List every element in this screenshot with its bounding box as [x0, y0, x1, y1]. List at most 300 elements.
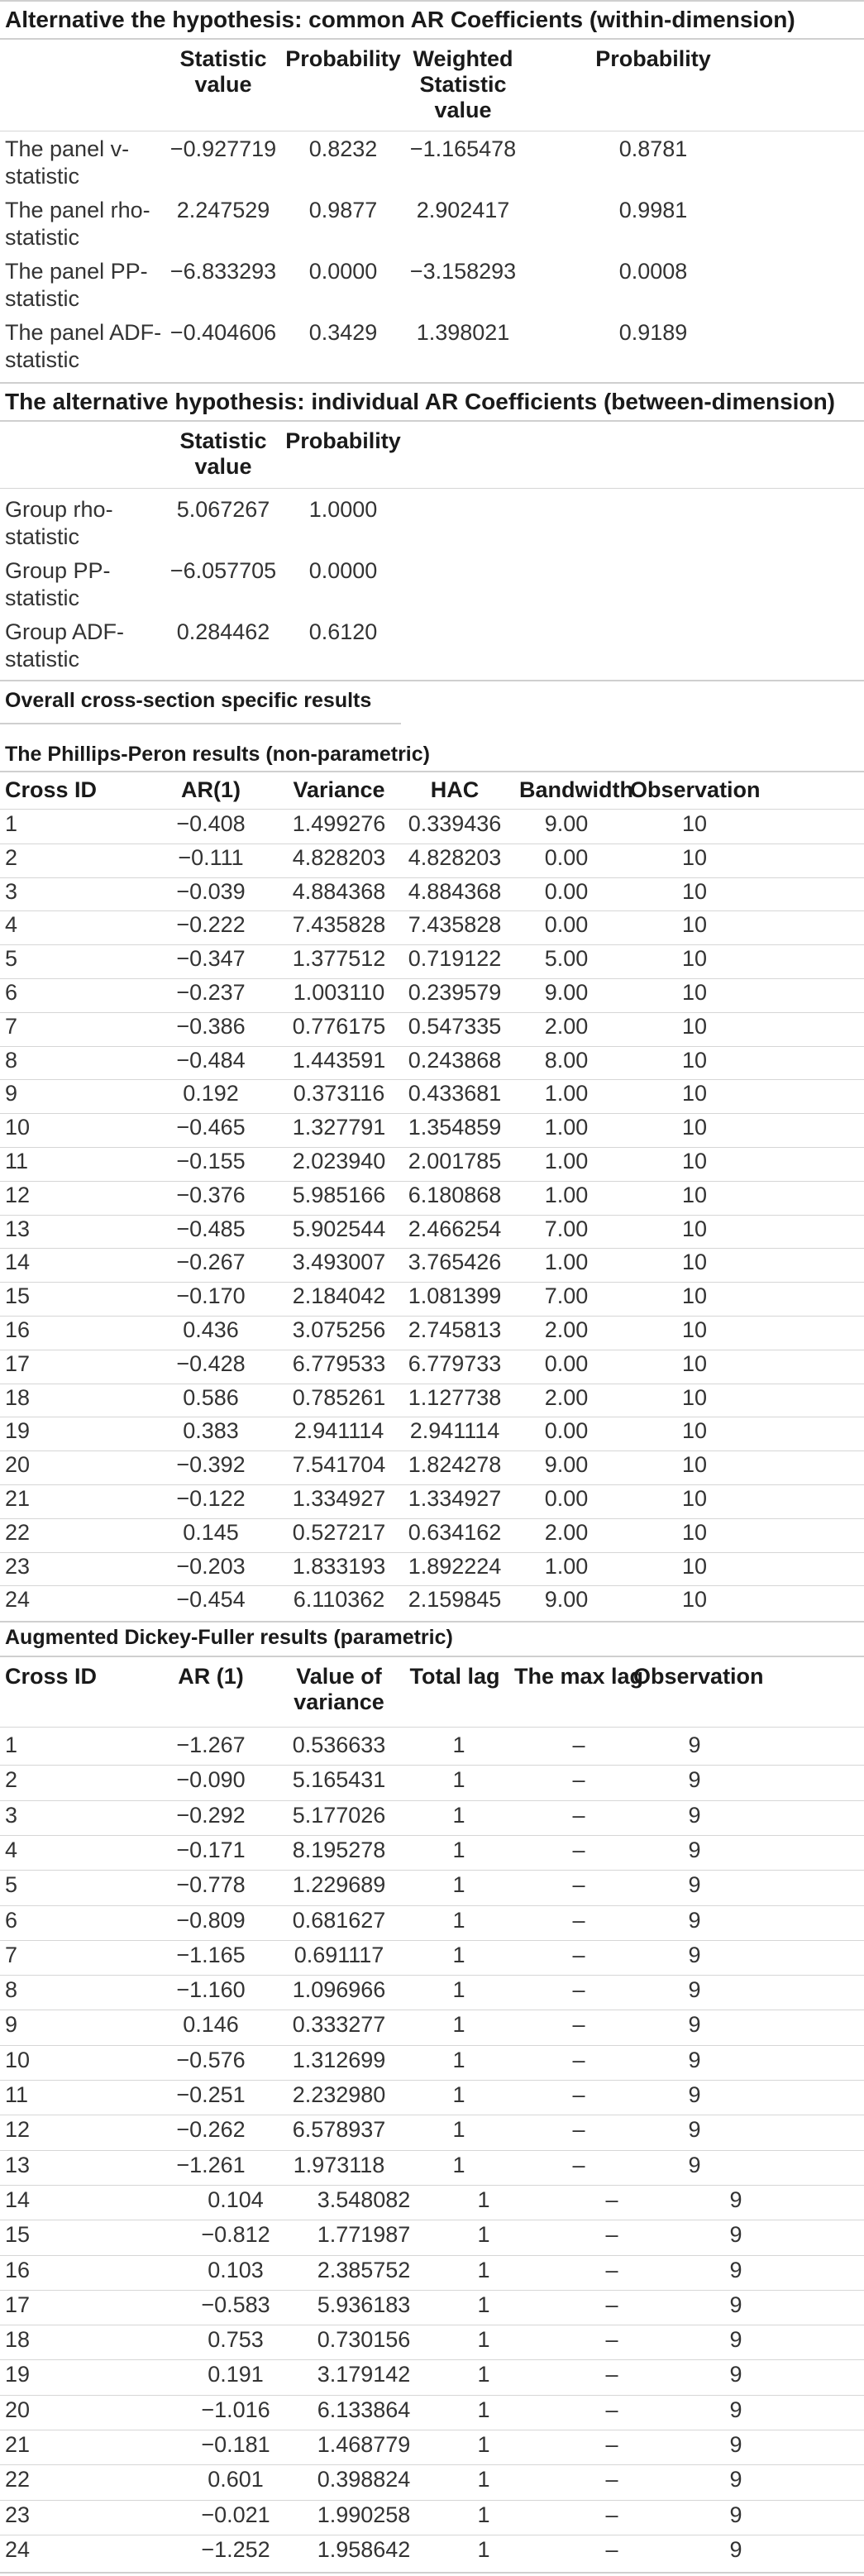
- hac-value: 1.334927: [408, 1486, 502, 1511]
- cross-id: 3: [5, 1803, 18, 1828]
- prob-value: 1.0000: [308, 497, 378, 522]
- weighted-prob-value: 0.9981: [618, 198, 688, 222]
- max-lag-value: –: [572, 2012, 585, 2037]
- section3-title: Overall cross-section specific results: [5, 689, 372, 712]
- ar1-value: −0.392: [176, 1452, 246, 1477]
- stat-value: −6.833293: [169, 259, 277, 284]
- observation-value: 10: [681, 1081, 708, 1106]
- observation-value: 9: [729, 2397, 742, 2422]
- observation-value: 10: [681, 1149, 708, 1173]
- cross-id: 4: [5, 912, 18, 937]
- ar1-value: −0.267: [176, 1250, 246, 1274]
- cross-id: 12: [5, 1183, 31, 1207]
- section4-title: The Phillips-Peron results (non-parametric): [5, 743, 430, 766]
- variance-value: 3.179142: [317, 2362, 411, 2387]
- cross-id: 21: [5, 2432, 31, 2457]
- max-lag-value: –: [572, 2153, 585, 2177]
- observation-value: 10: [681, 811, 708, 836]
- ar1-value: −1.160: [176, 1977, 246, 2002]
- observation-value: 10: [681, 879, 708, 904]
- observation-value: 10: [681, 1283, 708, 1308]
- cross-id: 11: [5, 1149, 29, 1173]
- bandwidth-value: 2.00: [544, 1520, 589, 1545]
- cross-id: 10: [5, 2048, 31, 2072]
- ar1-value: 0.601: [208, 2467, 264, 2492]
- row-rule: [0, 2080, 864, 2081]
- stat-value: −6.057705: [169, 558, 277, 583]
- bandwidth-value: 9.00: [544, 1587, 589, 1612]
- ar1-value: −0.039: [176, 879, 246, 904]
- cross-id: 23: [5, 1554, 31, 1579]
- row-rule: [0, 2045, 864, 2046]
- max-lag-value: –: [572, 1767, 585, 1792]
- row-rule: [0, 1835, 864, 1836]
- section5-title-rule: [0, 1656, 864, 1657]
- cross-id: 23: [5, 2502, 31, 2527]
- max-lag-value: –: [572, 1838, 585, 1862]
- ar1-value: 0.383: [183, 1418, 239, 1443]
- variance-value: 2.385752: [317, 2258, 411, 2282]
- variance-value: 7.435828: [292, 912, 386, 937]
- variance-value: 1.003110: [293, 980, 385, 1005]
- variance-value: 6.110362: [293, 1587, 385, 1612]
- observation-value: 10: [681, 1317, 708, 1342]
- cross-id: 4: [5, 1838, 18, 1862]
- row-label: Group ADF-statistic: [5, 619, 125, 671]
- cross-id: 7: [5, 1943, 18, 1967]
- variance-value: 3.548082: [317, 2187, 411, 2212]
- cross-id: 15: [5, 2222, 31, 2247]
- cross-id: 10: [5, 1115, 31, 1140]
- max-lag-value: –: [572, 2117, 585, 2142]
- total-lag-value: 1: [477, 2397, 490, 2422]
- variance-value: 1.312699: [292, 2048, 386, 2072]
- variance-value: 0.398824: [317, 2467, 411, 2492]
- cross-id: 14: [5, 2187, 31, 2212]
- section5-top-rule: [0, 1621, 864, 1623]
- stat-value: 2.247529: [176, 198, 270, 222]
- variance-value: 7.541704: [292, 1452, 386, 1477]
- hac-value: 1.354859: [408, 1115, 502, 1140]
- observation-value: 10: [681, 1520, 708, 1545]
- ar1-value: −0.181: [201, 2432, 270, 2457]
- hac-value: 7.435828: [408, 912, 502, 937]
- s4-header-variance: Variance: [293, 777, 385, 802]
- ar1-value: 0.586: [183, 1385, 239, 1410]
- observation-value: 10: [681, 1385, 708, 1410]
- section4-title-rule: [0, 771, 864, 772]
- cross-id: 1: [5, 1732, 18, 1757]
- max-lag-value: –: [572, 1732, 585, 1757]
- total-lag-value: 1: [477, 2362, 490, 2387]
- stat-value: 5.067267: [176, 497, 270, 522]
- s4-header-rule: [0, 809, 864, 810]
- total-lag-value: 1: [477, 2467, 490, 2492]
- bandwidth-value: 9.00: [544, 1452, 589, 1477]
- cross-id: 24: [5, 1587, 31, 1612]
- bandwidth-value: 2.00: [544, 1385, 589, 1410]
- variance-value: 1.990258: [317, 2502, 411, 2527]
- ar1-value: 0.146: [183, 2012, 239, 2037]
- ar1-value: −0.408: [176, 811, 246, 836]
- cross-id: 6: [5, 1908, 18, 1933]
- bandwidth-value: 2.00: [544, 1014, 589, 1039]
- row-label: The panel ADF-statistic: [5, 320, 162, 372]
- prob-value: 0.6120: [308, 619, 378, 644]
- ar1-value: −0.237: [176, 980, 246, 1005]
- max-lag-value: –: [605, 2187, 618, 2212]
- variance-value: 0.691117: [294, 1943, 384, 1967]
- ar1-value: −0.021: [201, 2502, 270, 2527]
- bandwidth-value: 0.00: [544, 879, 589, 904]
- variance-value: 1.443591: [292, 1048, 386, 1073]
- variance-value: 1.499276: [292, 811, 386, 836]
- row-rule: [0, 1765, 864, 1766]
- bandwidth-value: 2.00: [544, 1317, 589, 1342]
- variance-value: 0.776175: [292, 1014, 386, 1039]
- row-label: Group rho-statistic: [5, 497, 113, 549]
- ar1-value: −0.583: [201, 2292, 270, 2317]
- stat-value: −0.927719: [169, 136, 277, 161]
- variance-value: 5.985166: [292, 1183, 386, 1207]
- row-rule: [0, 2185, 864, 2186]
- weighted-stat-value: −3.158293: [409, 259, 517, 284]
- hac-value: 0.547335: [408, 1014, 502, 1039]
- row-label: The panel rho-statistic: [5, 198, 150, 250]
- bandwidth-value: 0.00: [544, 1486, 589, 1511]
- variance-value: 6.578937: [292, 2117, 386, 2142]
- total-lag-value: 1: [452, 1943, 465, 1967]
- hac-value: 1.824278: [408, 1452, 502, 1477]
- observation-value: 10: [681, 1048, 708, 1073]
- ar1-value: −0.778: [176, 1872, 246, 1897]
- ar1-value: −0.386: [176, 1014, 246, 1039]
- cross-id: 9: [5, 1081, 18, 1106]
- variance-value: 6.133864: [317, 2397, 411, 2422]
- max-lag-value: –: [572, 1977, 585, 2002]
- hac-value: 0.239579: [408, 980, 502, 1005]
- hac-value: 0.433681: [408, 1081, 502, 1106]
- total-lag-value: 1: [477, 2327, 490, 2352]
- variance-value: 1.334927: [292, 1486, 386, 1511]
- bottom-rule: [0, 2572, 864, 2574]
- bandwidth-value: 0.00: [544, 912, 589, 937]
- observation-value: 10: [681, 845, 708, 870]
- observation-value: 9: [729, 2432, 742, 2457]
- hac-value: 2.941114: [409, 1418, 500, 1443]
- ar1-value: −1.016: [201, 2397, 270, 2422]
- variance-value: 2.941114: [294, 1418, 384, 1443]
- cross-id: 11: [5, 2082, 29, 2107]
- observation-value: 10: [681, 1216, 708, 1241]
- s1-header-wprob: Probability: [595, 46, 711, 71]
- ar1-value: −1.252: [201, 2537, 270, 2562]
- cross-id: 2: [5, 845, 18, 870]
- total-lag-value: 1: [452, 1977, 465, 2002]
- s2-header-rule: [0, 488, 864, 489]
- s1-header-prob: Probability: [285, 46, 401, 71]
- observation-value: 9: [688, 2012, 701, 2037]
- s4-header-ar1: AR(1): [181, 777, 241, 802]
- observation-value: 9: [688, 1943, 701, 1967]
- variance-value: 1.096966: [292, 1977, 386, 2002]
- cross-id: 16: [5, 2258, 31, 2282]
- bandwidth-value: 5.00: [544, 946, 589, 971]
- prob-value: 0.0000: [308, 558, 378, 583]
- ar1-value: 0.191: [208, 2362, 264, 2387]
- observation-value: 9: [688, 1908, 701, 1933]
- cross-id: 8: [5, 1977, 18, 2002]
- prob-value: 0.8232: [308, 136, 378, 161]
- observation-value: 9: [688, 2117, 701, 2142]
- variance-value: 0.527217: [292, 1520, 386, 1545]
- variance-value: 4.884368: [292, 879, 386, 904]
- section3-top-rule: [0, 680, 864, 681]
- bandwidth-value: 1.00: [544, 1115, 589, 1140]
- weighted-stat-value: 1.398021: [416, 320, 510, 345]
- total-lag-value: 1: [452, 1803, 465, 1828]
- max-lag-value: –: [605, 2537, 618, 2562]
- s4-header-bandwidth: Bandwidth: [519, 777, 633, 802]
- s5-header-totallag: Total lag: [409, 1664, 500, 1689]
- bandwidth-value: 1.00: [544, 1149, 589, 1173]
- observation-value: 9: [688, 2153, 701, 2177]
- cross-id: 20: [5, 1452, 31, 1477]
- ar1-value: −0.812: [201, 2222, 270, 2247]
- variance-value: 2.232980: [292, 2082, 386, 2107]
- stat-value: 0.284462: [176, 619, 270, 644]
- total-lag-value: 1: [477, 2502, 490, 2527]
- observation-value: 9: [688, 1977, 701, 2002]
- row-rule: [0, 2150, 864, 2151]
- cross-id: 2: [5, 1767, 18, 1792]
- observation-value: 9: [729, 2258, 742, 2282]
- bandwidth-value: 1.00: [544, 1183, 589, 1207]
- s2-header-prob: Probability: [285, 428, 401, 453]
- ar1-value: −0.347: [176, 946, 246, 971]
- row-label: The panel v-statistic: [5, 136, 130, 189]
- max-lag-value: –: [572, 1803, 585, 1828]
- row-rule: [0, 1975, 864, 1976]
- observation-value: 10: [681, 1250, 708, 1274]
- cross-id: 22: [5, 2467, 31, 2492]
- total-lag-value: 1: [477, 2292, 490, 2317]
- variance-value: 2.023940: [292, 1149, 386, 1173]
- total-lag-value: 1: [452, 2082, 465, 2107]
- prob-value: 0.3429: [308, 320, 378, 345]
- ar1-value: 0.103: [208, 2258, 264, 2282]
- observation-value: 9: [688, 2082, 701, 2107]
- bandwidth-value: 7.00: [544, 1283, 589, 1308]
- variance-value: 1.377512: [292, 946, 386, 971]
- max-lag-value: –: [605, 2327, 618, 2352]
- s4-header-hac: HAC: [430, 777, 480, 802]
- variance-value: 0.373116: [293, 1081, 385, 1106]
- row-rule: [0, 2255, 864, 2256]
- s5-header-crossid: Cross ID: [5, 1664, 98, 1689]
- s1-header-stat: Statistic value: [179, 46, 267, 97]
- hac-value: 1.127738: [408, 1385, 502, 1410]
- ar1-value: −0.484: [176, 1048, 246, 1073]
- cross-id: 20: [5, 2397, 31, 2422]
- total-lag-value: 1: [452, 2012, 465, 2037]
- s4-header-observation: Observation: [630, 777, 761, 802]
- ar1-value: −0.171: [176, 1838, 246, 1862]
- prob-value: 0.9877: [308, 198, 378, 222]
- variance-value: 1.958642: [317, 2537, 411, 2562]
- observation-value: 9: [688, 1872, 701, 1897]
- variance-value: 0.681627: [292, 1908, 386, 1933]
- ar1-value: −0.203: [176, 1554, 246, 1579]
- total-lag-value: 1: [477, 2432, 490, 2457]
- row-label: The panel PP-statistic: [5, 259, 148, 311]
- section2-title: The alternative hypothesis: individual AR Coefficients (between-dimension): [5, 389, 835, 414]
- row-rule: [0, 1905, 864, 1906]
- weighted-stat-value: −1.165478: [409, 136, 517, 161]
- s5-header-rule: [0, 1727, 864, 1728]
- hac-value: 2.745813: [408, 1317, 502, 1342]
- observation-value: 10: [681, 1418, 708, 1443]
- total-lag-value: 1: [452, 2048, 465, 2072]
- observation-value: 10: [681, 1452, 708, 1477]
- hac-value: 3.765426: [408, 1250, 502, 1274]
- hac-value: 2.001785: [408, 1149, 502, 1173]
- ar1-value: −0.090: [176, 1767, 246, 1792]
- bandwidth-value: 0.00: [544, 1418, 589, 1443]
- hac-value: 6.180868: [408, 1183, 502, 1207]
- ar1-value: 0.145: [183, 1520, 239, 1545]
- max-lag-value: –: [572, 1872, 585, 1897]
- ar1-value: −0.251: [176, 2082, 246, 2107]
- variance-value: 8.195278: [292, 1838, 386, 1862]
- prob-value: 0.0000: [308, 259, 378, 284]
- ar1-value: 0.192: [183, 1081, 239, 1106]
- s5-header-maxlag: The max lag: [513, 1664, 644, 1689]
- max-lag-value: –: [605, 2362, 618, 2387]
- total-lag-value: 1: [477, 2222, 490, 2247]
- s5-header-observation: Observation: [633, 1664, 764, 1689]
- row-rule: [0, 2500, 864, 2501]
- cross-id: 7: [5, 1014, 18, 1039]
- s2-header-stat: Statistic value: [179, 428, 267, 479]
- weighted-stat-value: 2.902417: [416, 198, 510, 222]
- row-rule: [0, 1800, 864, 1801]
- stat-value: −0.404606: [169, 320, 277, 345]
- cross-id: 1: [5, 811, 18, 836]
- variance-value: 6.779533: [292, 1351, 386, 1376]
- max-lag-value: –: [572, 1943, 585, 1967]
- ar1-value: −0.428: [176, 1351, 246, 1376]
- section1-title: Alternative the hypothesis: common AR Coefficients (within-dimension): [5, 7, 795, 32]
- hac-value: 1.081399: [408, 1283, 502, 1308]
- observation-value: 10: [681, 1554, 708, 1579]
- variance-value: 1.973118: [293, 2153, 385, 2177]
- top-rule: [0, 0, 864, 2]
- bandwidth-value: 1.00: [544, 1250, 589, 1274]
- bandwidth-value: 0.00: [544, 845, 589, 870]
- cross-id: 22: [5, 1520, 31, 1545]
- max-lag-value: –: [572, 1908, 585, 1933]
- observation-value: 10: [681, 946, 708, 971]
- observation-value: 10: [681, 1183, 708, 1207]
- observation-value: 9: [729, 2362, 742, 2387]
- observation-value: 9: [729, 2467, 742, 2492]
- bandwidth-value: 0.00: [544, 1351, 589, 1376]
- ar1-value: −0.292: [176, 1803, 246, 1828]
- max-lag-value: –: [605, 2502, 618, 2527]
- total-lag-value: 1: [452, 1732, 465, 1757]
- ar1-value: −0.155: [176, 1149, 246, 1173]
- observation-value: 10: [681, 1115, 708, 1140]
- row-rule: [0, 2359, 864, 2360]
- cross-id: 16: [5, 1317, 31, 1342]
- variance-value: 5.902544: [292, 1216, 386, 1241]
- ar1-value: −1.267: [176, 1732, 246, 1757]
- total-lag-value: 1: [477, 2187, 490, 2212]
- total-lag-value: 1: [452, 2153, 465, 2177]
- hac-value: 4.884368: [408, 879, 502, 904]
- hac-value: 0.719122: [408, 946, 502, 971]
- weighted-prob-value: 0.0008: [618, 259, 688, 284]
- observation-value: 9: [729, 2537, 742, 2562]
- section5-title: Augmented Dickey-Fuller results (parametric): [5, 1626, 453, 1649]
- ar1-value: −0.222: [176, 912, 246, 937]
- row-rule: [0, 2395, 864, 2396]
- bandwidth-value: 1.00: [544, 1554, 589, 1579]
- ar1-value: −0.122: [176, 1486, 246, 1511]
- observation-value: 9: [729, 2187, 742, 2212]
- ar1-value: −0.576: [176, 2048, 246, 2072]
- ar1-value: −0.170: [176, 1283, 246, 1308]
- section3-title-rule: [0, 723, 401, 724]
- cross-id: 24: [5, 2537, 31, 2562]
- ar1-value: 0.753: [208, 2327, 264, 2352]
- max-lag-value: –: [605, 2222, 618, 2247]
- bandwidth-value: 1.00: [544, 1081, 589, 1106]
- observation-value: 9: [688, 1838, 701, 1862]
- bandwidth-value: 7.00: [544, 1216, 589, 1241]
- total-lag-value: 1: [452, 1908, 465, 1933]
- variance-value: 0.730156: [317, 2327, 411, 2352]
- variance-value: 3.493007: [292, 1250, 386, 1274]
- max-lag-value: –: [572, 2048, 585, 2072]
- cross-id: 3: [5, 879, 18, 904]
- variance-value: 0.536633: [292, 1732, 386, 1757]
- s5-header-ar1: AR (1): [178, 1664, 244, 1689]
- cross-id: 19: [5, 1418, 31, 1443]
- variance-value: 5.936183: [317, 2292, 411, 2317]
- cross-id: 21: [5, 1486, 31, 1511]
- hac-value: 1.892224: [408, 1554, 502, 1579]
- ar1-value: −0.111: [178, 845, 244, 870]
- hac-value: 0.339436: [408, 811, 502, 836]
- cross-id: 13: [5, 1216, 31, 1241]
- variance-value: 5.165431: [292, 1767, 386, 1792]
- total-lag-value: 1: [477, 2258, 490, 2282]
- section2-top-rule: [0, 382, 864, 384]
- variance-value: 1.229689: [292, 1872, 386, 1897]
- variance-value: 4.828203: [292, 845, 386, 870]
- cross-id: 13: [5, 2153, 31, 2177]
- max-lag-value: –: [605, 2292, 618, 2317]
- bandwidth-value: 8.00: [544, 1048, 589, 1073]
- ar1-value: −0.809: [176, 1908, 246, 1933]
- hac-value: 0.634162: [408, 1520, 502, 1545]
- ar1-value: −0.485: [176, 1216, 246, 1241]
- observation-value: 10: [681, 980, 708, 1005]
- observation-value: 9: [729, 2502, 742, 2527]
- bandwidth-value: 9.00: [544, 811, 589, 836]
